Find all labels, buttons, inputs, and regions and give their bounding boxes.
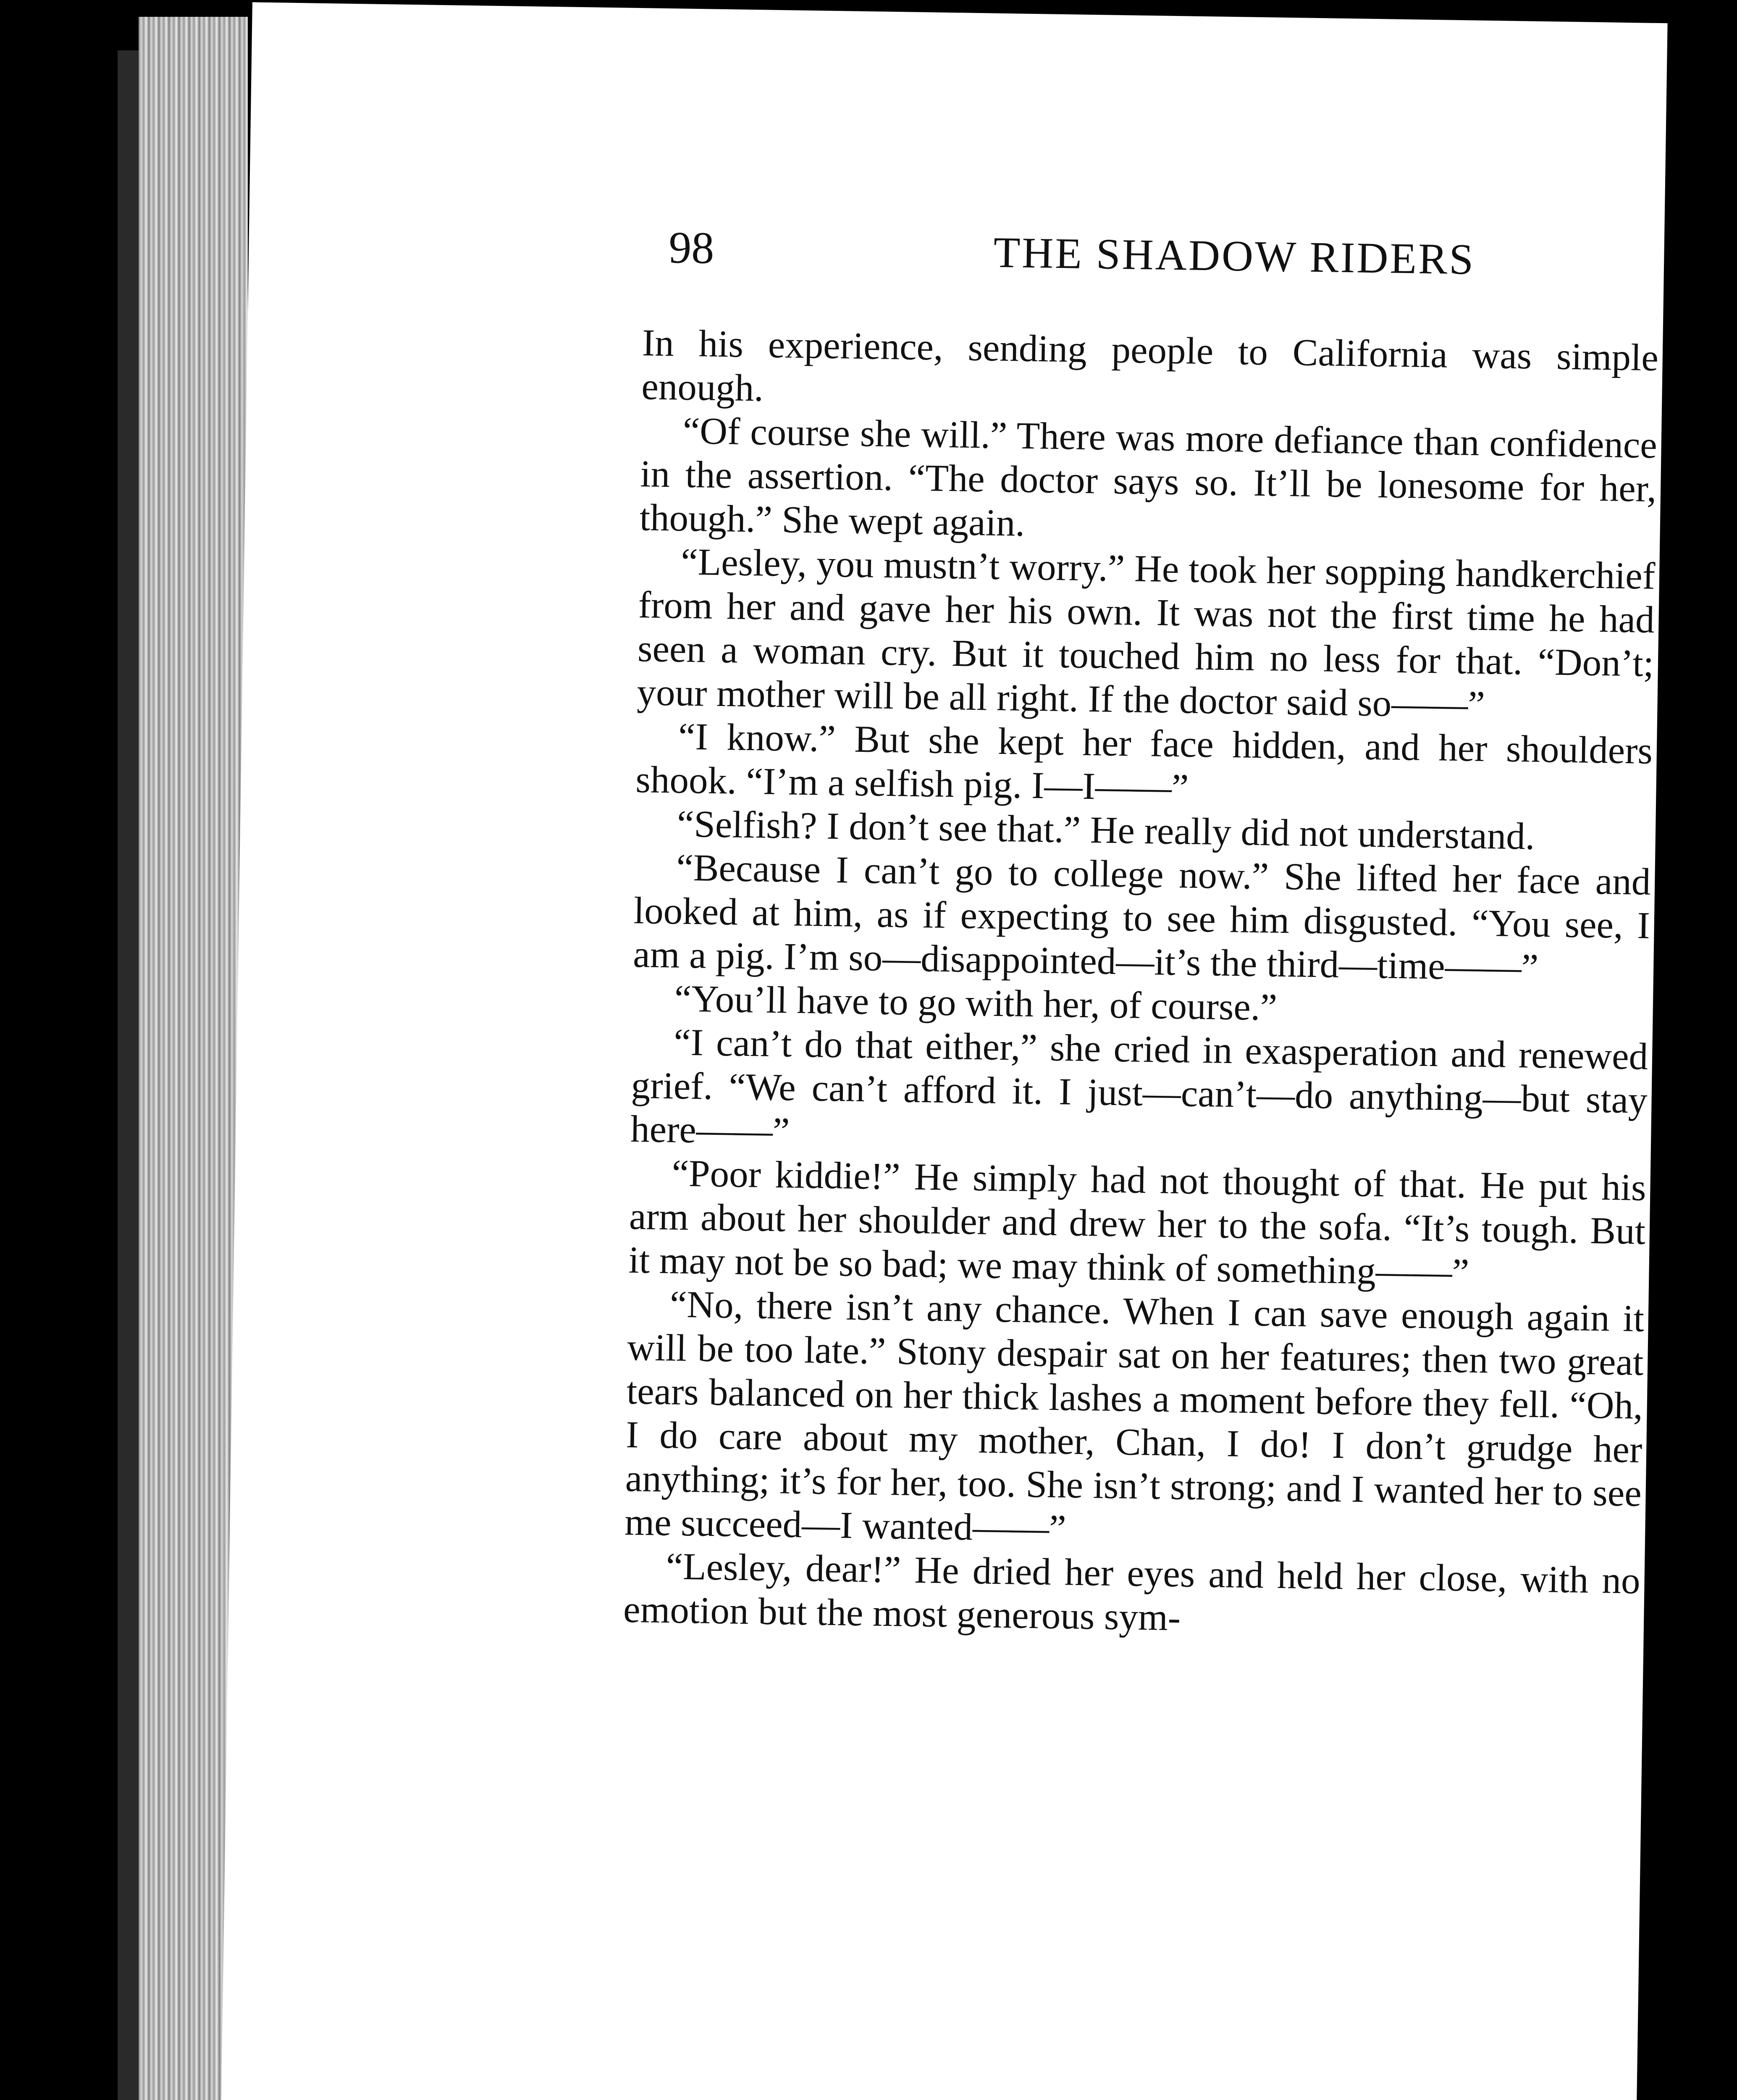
paragraph: “Of course she will.” There was more defiance than confidence in the assertion. “The doctor says so. It’ll be lonesome for her, though.” She wept again. [639,409,1658,544]
book-page [218,2,1667,2100]
paragraph: “Because I can’t go to college now.” She lifted her face and looked at him, as if expecting to see him disgusted. “You see, I am a pig. I’m so—disappointed—it’s the third—time——” [632,846,1651,989]
page-header [668,218,1475,289]
running-head: THE SHADOW RIDERS [993,228,1476,284]
paragraph: “Lesley, dear!” He dried her eyes and held her close, with no emotion but the most generous sym- [623,1545,1641,1639]
paragraph: “You’ll have to go with her, of course.” [674,977,1278,1029]
paragraph: “Lesley, you mustn’t worry.” He took her sopping handkerchief from her and gave her his own. It was not the first time he had seen a woman cry. But it touched him no less for that. “Don’t; your mother will be all right. If the doctor said so——” [636,540,1656,726]
page-number: 98 [668,223,715,273]
paragraph: “Poor kiddie!” He simply had not thought of that. He put his arm about her shoulder and drew her to the sofa. “It’s tough. But it may not be so bad; we may think of something——” [628,1152,1647,1294]
paragraph: “I know.” But she kept her face hidden, and her shoulders shook. “I’m a selfish pig. I—I——” [635,715,1653,809]
paragraph: In his experience, sending people to California was simple enough. [641,321,1659,410]
paragraph: “No, there isn’t any chance. When I can save enough again it will be too late.” Stony despair sat on her features; then two great tears balanced on her thick lashes a moment before they fell. “Oh, I do care about my mother, Chan, I do! I don’t grudge her anything; it’s for her, too. She isn’t strong; and I wanted her to see me succeed—I wanted——” [624,1283,1645,1550]
body-text [623,321,1659,1646]
paragraph: “I can’t do that either,” she cried in exasperation and renewed grief. “We can’t afford it. I just—can’t—do anything—but stay here——” [630,1021,1648,1152]
paragraph: “Selfish? I don’t see that.” He really did not understand. [677,802,1535,858]
